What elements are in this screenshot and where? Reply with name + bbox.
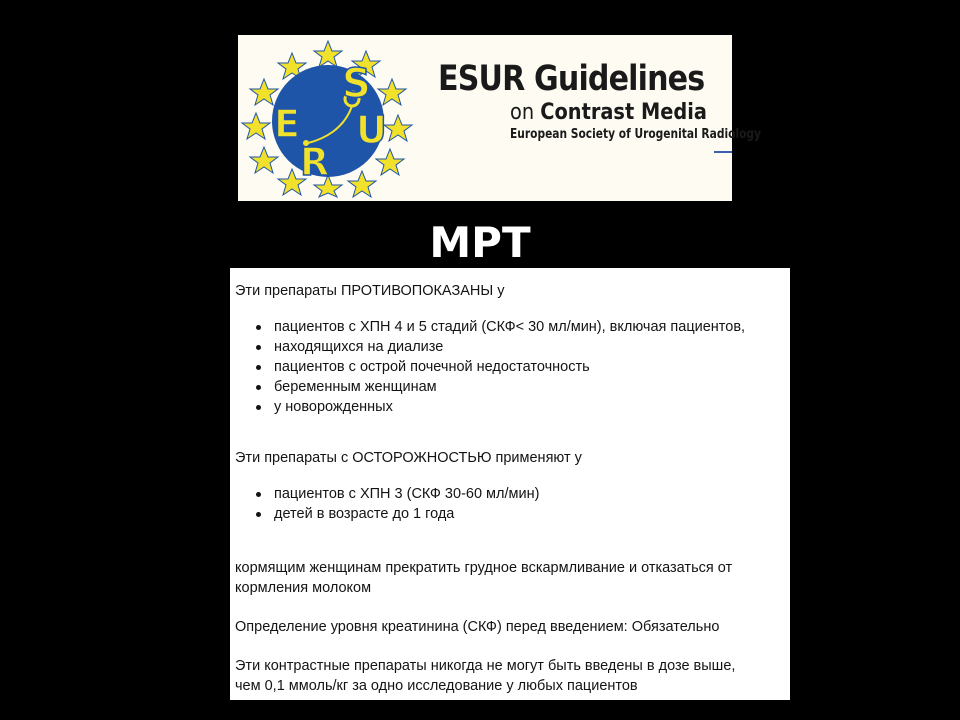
- list-item: пациентов с ХПН 4 и 5 стадий (СКФ< 30 мл/мин), включая пациентов,: [230, 317, 745, 337]
- contraindicated-heading: Эти препараты ПРОТИВОПОКАЗАНЫ у: [235, 283, 505, 299]
- esur-logo: [244, 39, 412, 197]
- esur-banner: [238, 35, 762, 201]
- brand-subtitle-bold: Contrast Media: [540, 100, 707, 125]
- lactation-line-2: кормления молоком: [235, 580, 372, 596]
- creatinine-note: Определение уровня креатинина (СКФ) перед введением: Обязательно: [235, 619, 720, 635]
- caution-heading: Эти препараты с ОСТОРОЖНОСТЬЮ применяют у: [235, 450, 582, 466]
- caution-list: [230, 484, 539, 524]
- list-item: беременным женщинам: [230, 377, 745, 397]
- lactation-line-1: кормящим женщинам прекратить грудное вскармливание и отказаться от: [235, 560, 733, 576]
- brand-subtitle-prefix: on: [510, 100, 535, 125]
- contraindicated-list: [230, 317, 745, 417]
- brand-society: European Society of Urogenital Radiology: [510, 127, 762, 142]
- brand-block: [438, 59, 762, 142]
- dose-line-2: чем 0,1 ммоль/кг за одно исследование у любых пациентов: [235, 678, 638, 694]
- logo-letter-r: R: [300, 140, 330, 184]
- brand-title: ESUR Guidelines: [438, 59, 705, 99]
- logo-letter-s: S: [342, 61, 371, 107]
- list-item-continuation: находящихся на диализе: [230, 337, 745, 357]
- dose-line-1: Эти контрастные препараты никогда не могут быть введены в дозе выше,: [235, 658, 736, 674]
- brand-subtitle: [510, 101, 707, 125]
- list-item: детей в возрасте до 1 года: [230, 504, 539, 524]
- list-item: пациентов с острой почечной недостаточность: [230, 357, 745, 377]
- logo-letter-e: E: [274, 102, 300, 146]
- guideline-document: [230, 268, 790, 700]
- slide-title: МРТ: [429, 218, 531, 267]
- list-item: пациентов с ХПН 3 (СКФ 30-60 мл/мин): [230, 484, 539, 504]
- banner-link-underline[interactable]: [714, 151, 732, 153]
- list-item: у новорожденных: [230, 397, 745, 417]
- logo-letter-u: U: [356, 108, 387, 152]
